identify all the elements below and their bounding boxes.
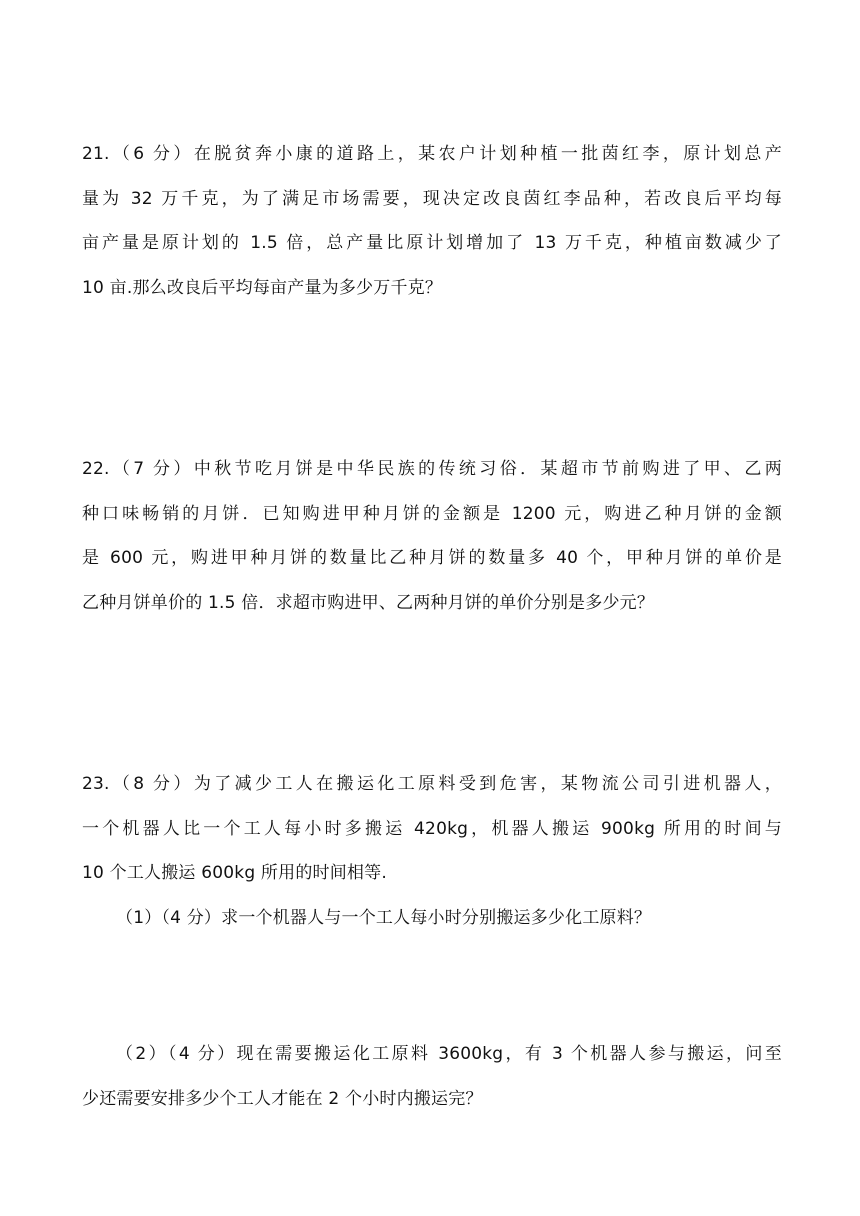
question-22-line-3: 是 600 元，购进甲种月饼的数量比乙种月饼的数量多 40 个，甲种月饼的单价是 [82, 548, 782, 568]
question-21-line-4: 10 亩.那么改良后平均每亩产量为多少万千克？ [82, 278, 443, 298]
question-22-line-1: 22.（7 分）中秋节吃月饼是中华民族的传统习俗．某超市节前购进了甲、乙两 [82, 459, 782, 479]
question-22-line-2: 种口味畅销的月饼．已知购进甲种月饼的金额是 1200 元，购进乙种月饼的金额 [82, 504, 782, 524]
question-23-part-2-line-1: （2）（4 分）现在需要搬运化工原料 3600kg，有 3 个机器人参与搬运，问至 [116, 1044, 782, 1064]
question-21-line-3: 亩产量是原计划的 1.5 倍，总产量比原计划增加了 13 万千克，种植亩数减少了 [82, 233, 782, 253]
question-23-line-3: 10 个工人搬运 600kg 所用的时间相等. [82, 863, 387, 883]
question-23-line-2: 一个机器人比一个工人每小时多搬运 420kg，机器人搬运 900kg 所用的时间与 [82, 819, 782, 839]
question-23-line-1: 23.（8 分）为了减少工人在搬运化工原料受到危害，某物流公司引进机器人， [82, 774, 782, 794]
question-21-line-1: 21.（6 分）在脱贫奔小康的道路上，某农户计划种植一批茵红李，原计划总产 [82, 144, 782, 164]
question-23-part-2-line-2: 少还需要安排多少个工人才能在 2 个小时内搬运完？ [82, 1089, 483, 1109]
question-23-part-1: （1）（4 分）求一个机器人与一个工人每小时分别搬运多少化工原料？ [116, 908, 652, 928]
question-22-line-4: 乙种月饼单价的 1.5 倍．求超市购进甲、乙两种月饼的单价分别是多少元？ [82, 593, 655, 613]
question-21-line-2: 量为 32 万千克，为了满足市场需要，现决定改良茵红李品种，若改良后平均每 [82, 189, 782, 209]
